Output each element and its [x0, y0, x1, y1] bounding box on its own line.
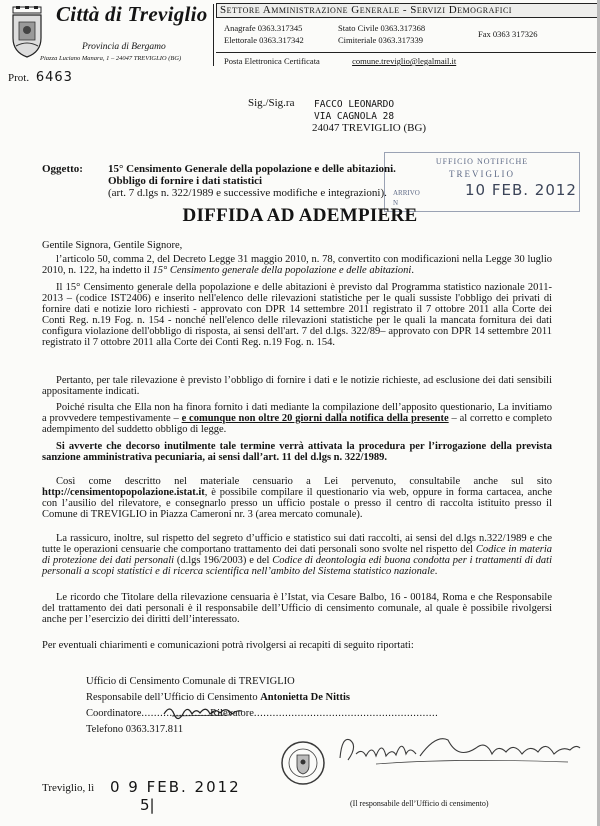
rilevatore-dots: ........................................................... — [253, 708, 439, 719]
stamp-n-label: N — [393, 199, 399, 207]
protocol-line — [8, 70, 73, 85]
document-title: DIFFIDA AD ADEMPIERE — [182, 205, 418, 226]
paragraph-3: Pertanto, per tale rilevazione è previsto l’obbligo di fornire i dati e le notizie richieste, ad esclusione dei dati sensibili appositamente indicati. — [42, 375, 552, 397]
p1-census-name: 15° Censimento generale della popolazione e delle abitazioni — [152, 265, 412, 276]
office-coordinator-line — [86, 708, 438, 719]
office-name: Ufficio di Censimento Comunale di TREVIGLIO — [86, 676, 295, 687]
city-crest-logo — [10, 6, 44, 58]
contact-stato-civile: Stato Civile 0363.317368 — [338, 23, 426, 33]
arrival-stamp — [384, 152, 580, 212]
sector-title: Settore Amministrazione Generale - Servizi Demografici — [220, 4, 512, 16]
responsible-signature — [336, 730, 582, 768]
city-name: Città di Treviglio — [56, 2, 208, 26]
paragraph-2: Il 15° Censimento generale della popolazione e delle abitazioni è previsto dal Programma statistico nazionale 2011-2013 – (codice IST2406) e inserito nell'elenco delle rilevazioni statistiche per le quali sussiste l'obbligo dei privati di fornire dati e notizie loro richiesti - approvato con DPR 14 settembre 2011 registrato il 7 ottobre 2011 alla Corte dei Conti Reg. n.19 Fog. n. 154 - nonché nell'elenco delle rilevazioni statistiche per le quali la mancata fornitura dei dati configura violazione dell'obbligo di risposta, ai sensi dell'art. 7 del d.lgs. 322/89– approvato con DPR 14 settembre 2011 registrato il 7 ottobre 2011 alla Corte dei Conti Reg. n.19 Fog. n. 154. — [42, 282, 552, 348]
header-rule — [216, 52, 596, 53]
closing-date-stamp: 0 9 FEB. 2012 — [110, 778, 241, 796]
subject-line-2: Obbligo di fornire i dati statistici — [108, 175, 263, 187]
office-phone: Telefono 0363.317.811 — [86, 724, 184, 735]
p7-end: . — [434, 566, 438, 577]
p1-end: . — [411, 265, 414, 276]
coordinator-signature — [162, 702, 244, 720]
p7-text: La rassicuro, inoltre, sul rispetto del segreto d’ufficio e statistico sui dati raccolti, ai sensi del d.lgs n.322/1989 e che tutte le operazioni censuarie che comportano trattamento dei dati personali sono svolte nel rispetto del — [42, 533, 552, 555]
greeting: Gentile Signora, Gentile Signore, — [42, 240, 183, 251]
closing-place: Treviglio, lì — [42, 782, 95, 794]
paragraph-1 — [42, 254, 552, 276]
page-number: 5| — [140, 796, 155, 814]
contact-cimiteriale: Cimiteriale 0363.317339 — [338, 35, 423, 45]
p4-end: – al corretto e completo adempimento del suddetto obbligo di legge. — [42, 413, 552, 435]
city-hall-address: Piazza Luciano Manara, 1 – 24047 TREVIGLIO (BG) — [40, 55, 182, 62]
paragraph-5-warning: Si avverte che decorso inutilmente tale termine verrà attivata la procedura per l’irrogazione della prevista sanzione amministrativa pecuniaria, ai sensi dall’art. 11 del d.lgs n. 322/1989. — [42, 441, 552, 463]
stamp-arrivo-label: ARRIVO — [393, 189, 420, 197]
contact-fax: Fax 0363 317326 — [478, 29, 538, 39]
subject-label: Oggetto: — [42, 163, 83, 175]
p6-text: Così come descritto nel materiale censuario a Lei pervenuto, consultabile anche sul sito — [56, 476, 552, 487]
responsible-caption: (Il responsabile dell’Ufficio di censimento) — [350, 799, 489, 808]
province-name: Provincia di Bergamo — [82, 42, 166, 52]
stamp-date: 10 FEB. 2012 — [465, 181, 577, 199]
p4-text: Poiché risulta che Ella non ha finora fornito i dati mediante la compilazione dell’apposito questionario, La invitiamo a provvedere tempestivamente – — [42, 402, 552, 424]
responsible-name: Antonietta De Nittis — [260, 692, 351, 703]
pec-label: Posta Elettronica Certificata — [224, 56, 320, 66]
p7-mid: (d.lgs 196/2003) e del — [174, 555, 273, 566]
recipient-city: 24047 TREVIGLIO (BG) — [312, 122, 427, 134]
subject-line-3: (art. 7 d.lgs n. 322/1989 e successive modifiche e integrazioni). — [108, 187, 387, 199]
p7-deontology-code: Codice di deontologia edi buona condotta per i trattamenti di dati personali a scopi statistici e di ricerca scientifica nell’ambito del Sistema statistico nazionale — [42, 555, 552, 577]
header-divider — [213, 4, 214, 66]
recipient-label: Sig./Sig.ra — [248, 97, 295, 109]
contact-elettorale: Elettorale 0363.317342 — [224, 35, 304, 45]
contact-anagrafe: Anagrafe 0363.317345 — [224, 23, 303, 33]
p7-privacy-code: Codice in materia di protezione dei dati personali — [42, 544, 552, 566]
stamp-office: UFFICIO NOTIFICHE — [435, 157, 529, 166]
census-website-link[interactable]: http://censimentopopolazione.istat.it — [42, 487, 205, 498]
pec-email-link[interactable]: comune.treviglio@legalmail.it — [352, 56, 457, 66]
paragraph-7 — [42, 533, 552, 577]
rilevatore-label: Rilevatore — [210, 708, 254, 719]
coordinator-label: Coordinatore — [86, 708, 142, 719]
p1-text: l’articolo 50, comma 2, del Decreto Legge 31 maggio 2010, n. 78, convertito con modificazioni nella Legge 30 luglio 2010, n. 122, ha indetto il — [42, 254, 552, 276]
protocol-number: 6463 — [35, 70, 73, 85]
p4-deadline: e comunque non oltre 20 giorni dalla notifica della presente — [181, 413, 449, 424]
recipient-street: VIA CAGNOLA 28 — [314, 111, 395, 122]
pec-line — [224, 56, 456, 66]
recipient-name: FACCO LEONARDO — [314, 99, 395, 110]
paragraph-8: Le ricordo che Titolare della rilevazione censuaria è l’Istat, via Cesare Balbo, 16 - 00184, Roma e che Responsabile del trattamento dei dati personali è il responsabile dell’Ufficio di censimento comunale, al quale è possibile rivolgersi anche per l’esercizio dei diritti dell’interessato. — [42, 592, 552, 625]
p6-end: , è possibile compilare il questionario via web, oppure in forma cartacea, anche con l’ausilio del rilevatore, e consegnarlo presso un ufficio postale o presso il centro di raccolta istituito presso il Comune di TREVIGLIO in Piazza Cameroni nr. 3 (area mercato comunale). — [42, 487, 552, 520]
responsible-label: Responsabile dell’Ufficio di Censimento — [86, 692, 261, 703]
municipal-round-stamp — [280, 740, 326, 786]
paragraph-6 — [42, 476, 552, 520]
paragraph-4 — [42, 402, 552, 435]
subject-line-1: 15° Censimento Generale della popolazione e delle abitazioni. — [108, 163, 396, 175]
coordinator-dots: ...................... — [141, 708, 211, 719]
paragraph-9: Per eventuali chiarimenti e comunicazioni potrà rivolgersi ai recapiti di seguito riportati: — [42, 640, 414, 651]
stamp-city: TREVIGLIO — [449, 169, 515, 179]
protocol-label: Prot. — [8, 72, 30, 84]
